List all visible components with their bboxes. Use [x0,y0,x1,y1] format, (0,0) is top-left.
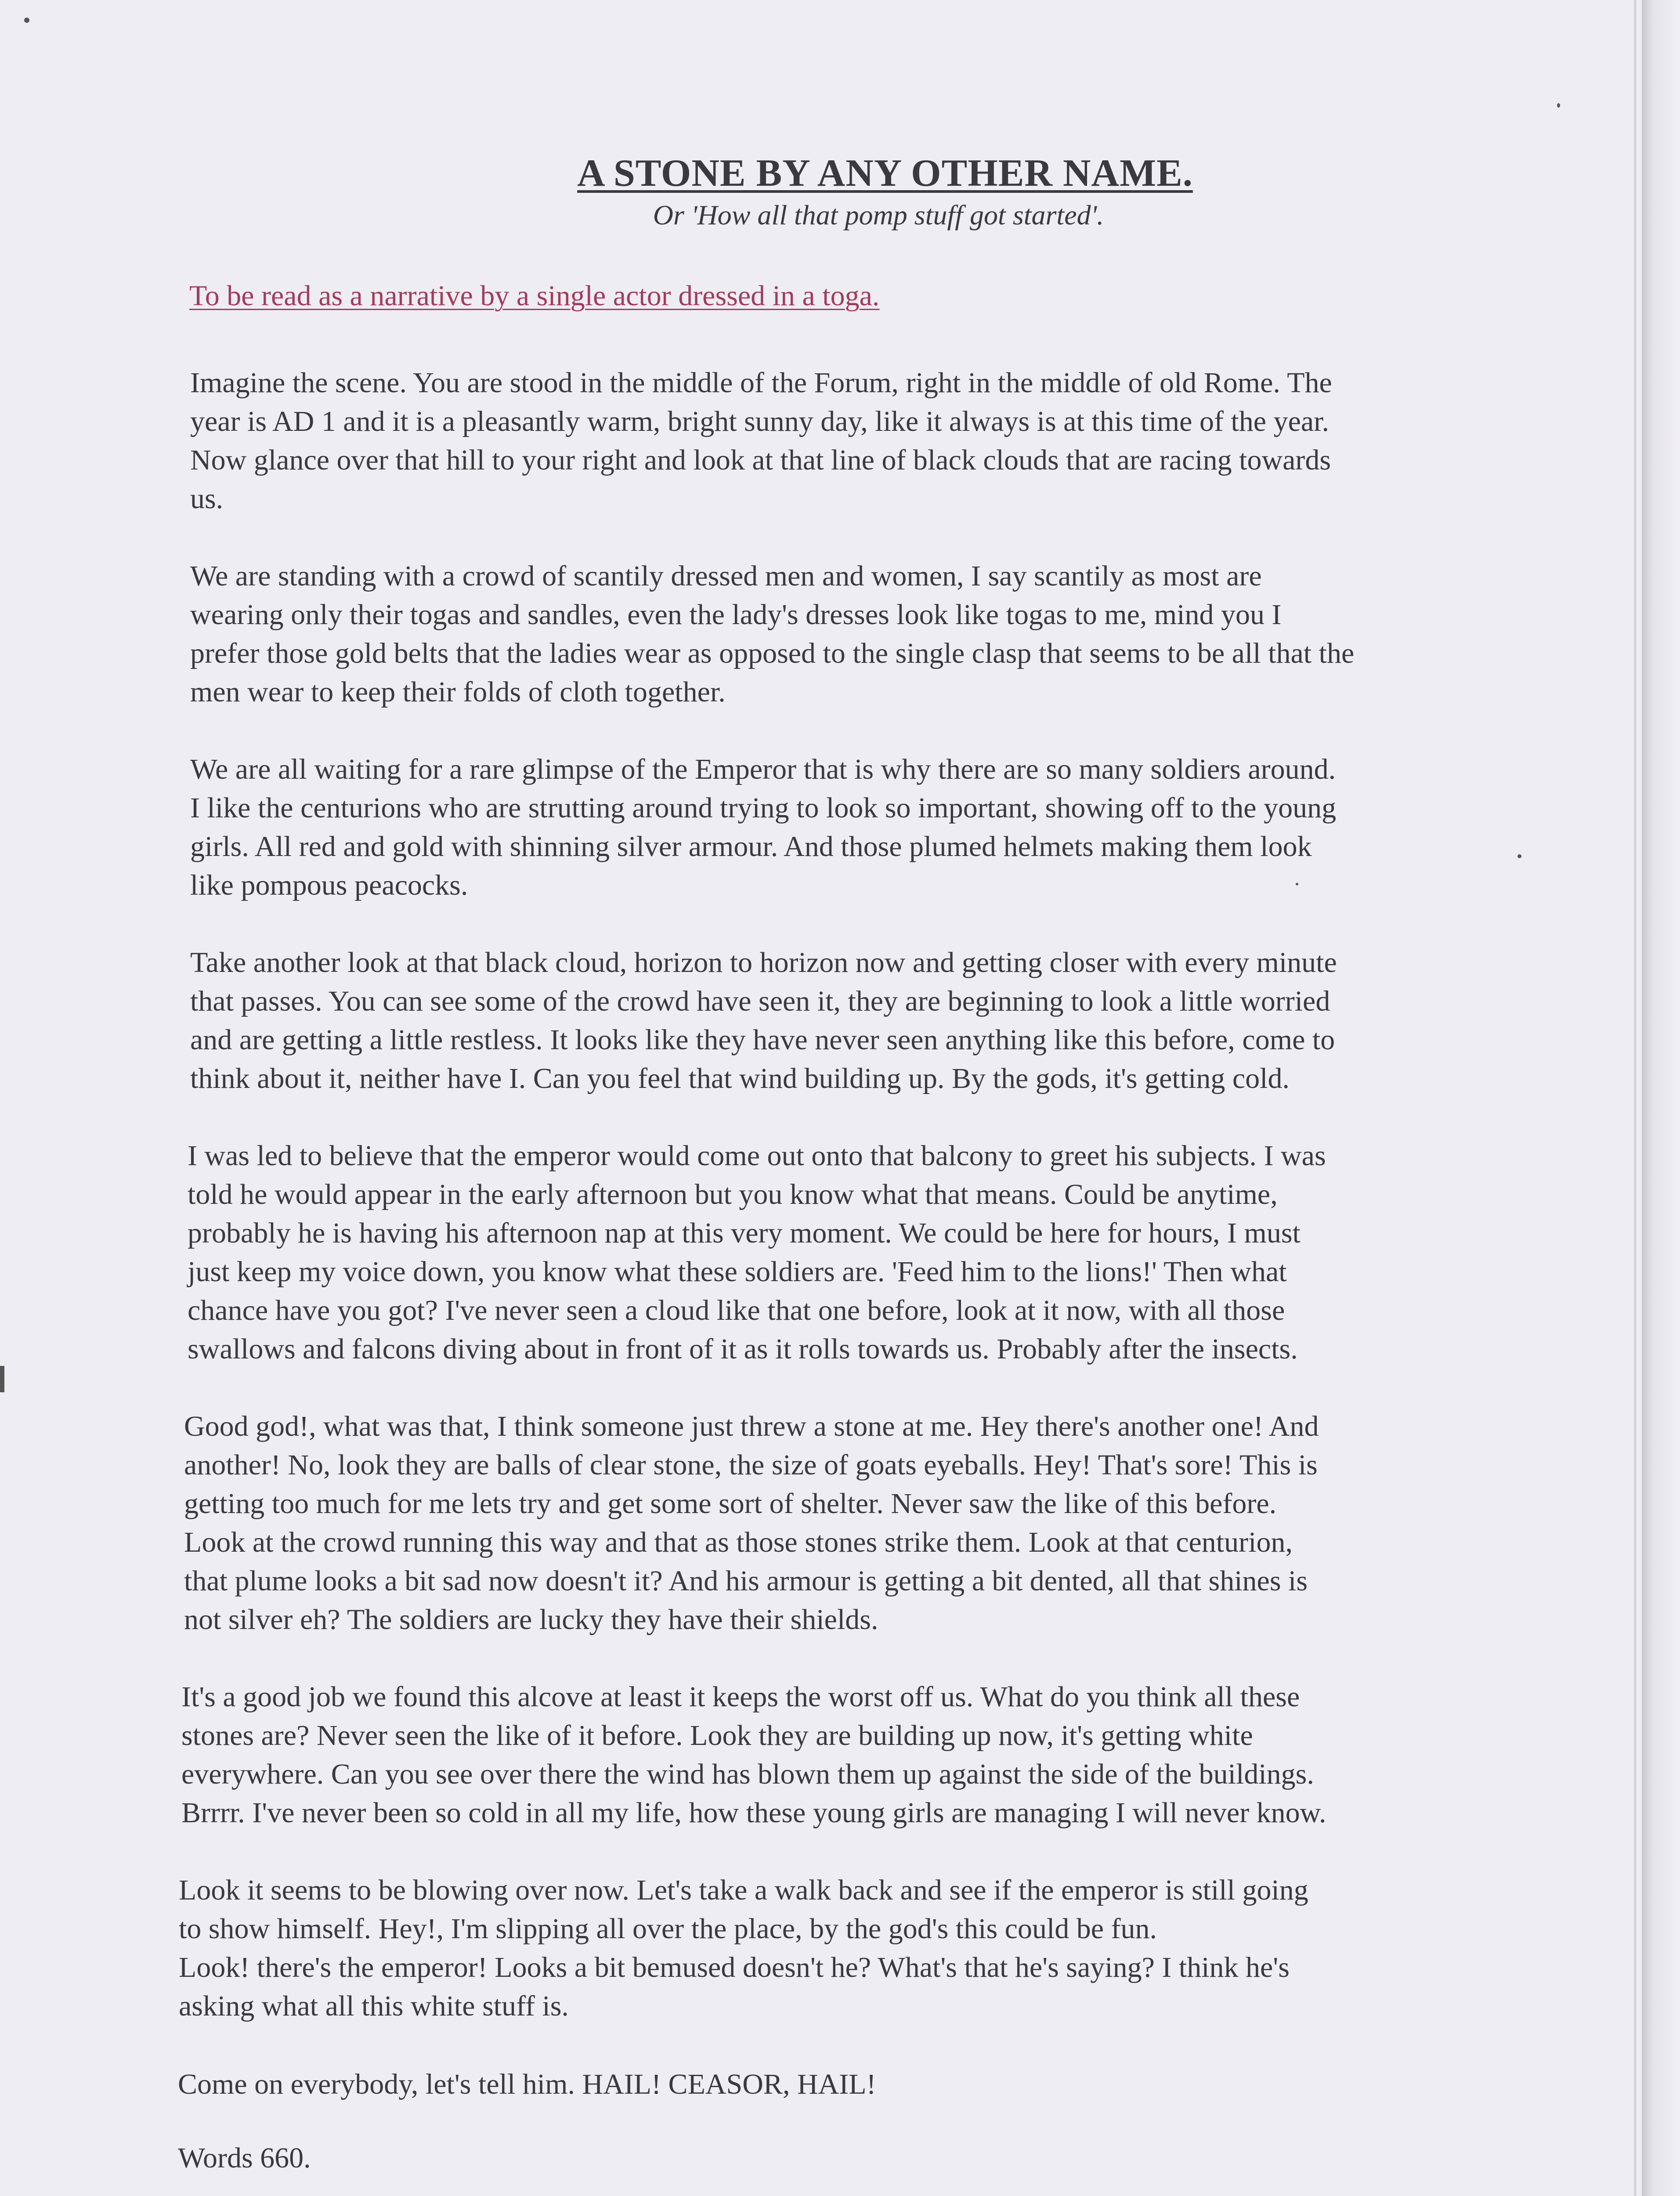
paragraph: Good god!, what was that, I think someone just threw a stone at me. Hey there's another one! And another! No, look they are balls of clear stone, the size of goats eyeballs. Hey! That's sore! This is getting too much for me lets try and get some sort of shelter. Never saw the like of this before. Look at the crowd running this way and that as those stones strike them. Look at that centurion, that plume looks a bit sad now doesn't it? And his armour is getting a bit dented, all that shines is not silver eh? The soldiers are lucky they have their shields. [184,1410,1319,1636]
paragraph: I was led to believe that the emperor would come out onto that balcony to greet his subjects. I was told he would appear in the early afternoon but you know what that means. Could be anytime, probably he is having his afternoon nap at this very moment. We could be here for hours, I must just keep my voice down, you know what these soldiers are. 'Feed him to the lions!' Then what chance have you got? I've never seen a cloud like that one before, look at it now, with all those swallows and falcons diving about in front of it as it rolls towards us. Probably after the insects. [188,1140,1326,1365]
scan-speck [0,1366,4,1392]
scan-speck [24,18,29,23]
document-title: A STONE BY ANY OTHER NAME. [577,152,1193,195]
document-body [178,149,1539,2178]
paragraph: We are standing with a crowd of scantily dressed men and women, I say scantily as most are wearing only their togas and sandles, even the lady's dresses look like togas to me, mind you I prefer those gold belts that the ladies wear as opposed to the single clasp that seems to be all that the men wear to keep their folds of cloth together. [190,560,1355,708]
paragraph: Take another look at that black cloud, horizon to horizon now and getting closer with every minute that passes. You can see some of the crowd have seen it, they are beginning to look a little worried and are getting a little restless. It looks like they have never seen anything like this before, come to think about it, neither have I. Can you feel that wind building up. By the gods, it's getting cold. [190,946,1337,1094]
performance-instruction: To be read as a narrative by a single actor dressed in a toga. [189,280,880,312]
word-count: Words 660. [178,2142,311,2174]
closing-line: Come on everybody, let's tell him. HAIL! CEASOR, HAIL! [178,2068,876,2100]
paragraph: We are all waiting for a rare glimpse of the Emperor that is why there are so many soldiers around. I like the centurions who are strutting around trying to look so important, showing off to the young girls. All red and gold with shinning silver armour. And those plumed helmets making them look like pompous peacocks. [190,753,1337,901]
page-edge-shadow [1634,0,1637,2196]
paragraph: Look it seems to be blowing over now. Let's take a walk back and see if the emperor is still going to show himself. Hey!, I'm slipping all over the place, by the god's this could be fun. Look! there's the emperor! Looks a bit bemused doesn't he? What's that he's saying? I think he's asking what all this white stuff is. [179,1874,1308,2022]
paragraph: Imagine the scene. You are stood in the middle of the Forum, right in the middle of old Rome. The year is AD 1 and it is a pleasantly warm, bright sunny day, like it always is at this time of the year. Now glance over that hill to your right and look at that line of black clouds that are racing towards us. [190,367,1332,515]
paragraph: It's a good job we found this alcove at least it keeps the worst off us. What do you think all these stones are? Never seen the like of it before. Look they are building up now, it's getting white everywhere. Can you see over there the wind has blown them up against the side of the buildings. Brrrr. I've never been so cold in all my life, how these young girls are managing I will never know. [181,1681,1326,1829]
scan-speck [1557,103,1560,108]
scanner-margin [1642,0,1680,2196]
document-subtitle: Or 'How all that pomp stuff got started'. [653,199,1104,231]
